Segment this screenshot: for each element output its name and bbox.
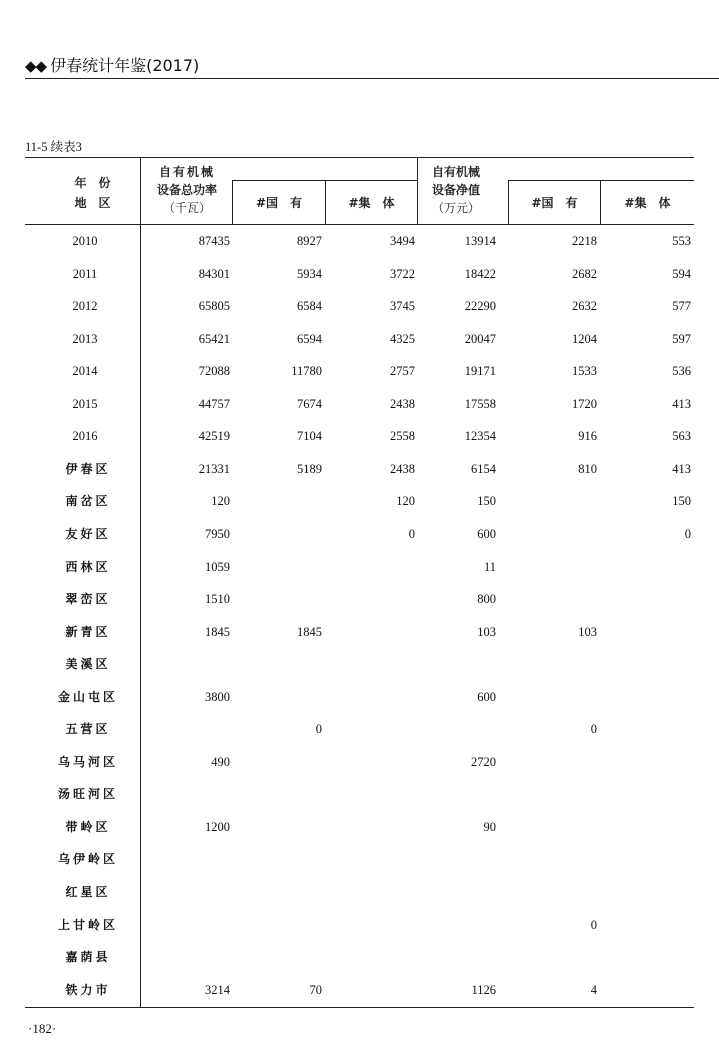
row-label: 美溪区 [65, 657, 111, 672]
table-cell: 90 [483, 819, 496, 834]
table-cell [611, 688, 691, 706]
table-cell [517, 753, 597, 771]
table-cell [416, 916, 496, 934]
table-cell: 12354 [464, 429, 496, 444]
table-cell: 4325 [390, 331, 415, 346]
table-cell [150, 785, 230, 803]
header-power-collective: #集 体 [348, 196, 395, 210]
table-cell: 563 [672, 429, 691, 444]
table-cell: 2720 [471, 754, 496, 769]
table-cell: 13914 [464, 234, 496, 248]
table-cell: 0 [315, 722, 322, 737]
table-cell [611, 883, 691, 901]
label-column-rule [140, 157, 141, 1007]
table-cell: 810 [578, 461, 597, 476]
table-cell: 6594 [297, 331, 322, 346]
row-label: 2012 [72, 299, 98, 314]
row-label: 2011 [72, 266, 98, 281]
header-line: 设备总功率 [156, 183, 217, 197]
row-label: 红星区 [65, 885, 111, 899]
row-label: 翠峦区 [65, 592, 111, 607]
row-label: 2016 [72, 429, 98, 444]
table-cell [416, 948, 496, 966]
table-cell: 3800 [205, 689, 230, 704]
table-cell: 2757 [390, 364, 415, 379]
table-cell: 5934 [297, 266, 322, 281]
table-cell [242, 688, 322, 706]
table-cell: 103 [578, 624, 597, 639]
table-cell: 600 [477, 526, 496, 541]
table-cell: 5189 [297, 461, 322, 476]
table-cell [611, 981, 691, 999]
row-label: 2010 [72, 234, 98, 248]
table-cell: 44757 [198, 396, 230, 411]
table-cell: 65421 [198, 331, 230, 346]
table-cell: 594 [672, 266, 691, 281]
row-label: 乌马河区 [57, 754, 118, 769]
row-label: 2015 [72, 396, 98, 411]
table-cell: 8927 [297, 234, 322, 248]
table-cell: 1200 [205, 819, 230, 834]
table-cell: 1126 [471, 982, 496, 997]
table-cell [242, 590, 322, 608]
header-line: （千瓦） [162, 201, 211, 215]
row-label: 友好区 [65, 526, 111, 541]
table-cell: 1059 [205, 559, 230, 574]
table-cell [517, 850, 597, 868]
table-cell: 120 [211, 494, 230, 509]
table-cell: 120 [396, 494, 415, 509]
table-cell: 2218 [572, 234, 597, 248]
table-cell: 6154 [471, 461, 496, 476]
table-cell: 3214 [205, 982, 230, 997]
diamond-icon: ◆◆ [25, 57, 47, 75]
table-cell [335, 753, 415, 771]
table-cell: 150 [477, 494, 496, 509]
table-cell [611, 785, 691, 803]
table-cell [517, 948, 597, 966]
table-cell [242, 525, 322, 543]
table-cell: 7104 [297, 429, 322, 444]
table-cell: 2632 [572, 299, 597, 314]
table-cell [611, 916, 691, 934]
table-cell: 1845 [205, 624, 230, 639]
header-region: 地 区 [74, 196, 111, 210]
table-cell [242, 492, 322, 510]
header-value-collective: #集 体 [624, 196, 671, 210]
header-year: 年 份 [74, 176, 111, 190]
table-cell: 3494 [390, 234, 415, 248]
header-line: 设备净值 [432, 183, 481, 197]
table-cell [335, 688, 415, 706]
row-label: 上甘岭区 [57, 917, 118, 932]
header-line: 自有机械 [432, 165, 481, 179]
table-cell: 19171 [464, 364, 496, 379]
table-cell: 0 [590, 917, 597, 932]
table-cell: 17558 [464, 396, 496, 411]
table-cell [335, 558, 415, 576]
header-power-total [141, 163, 233, 217]
table-cell [150, 948, 230, 966]
table-cell [611, 818, 691, 836]
table-cell [335, 883, 415, 901]
table-cell: 7950 [205, 526, 230, 541]
row-label: 南岔区 [65, 494, 111, 509]
table-cell: 800 [477, 592, 496, 607]
table-cell: 7674 [297, 396, 322, 411]
table-cell: 72088 [198, 364, 230, 379]
table-cell: 18422 [464, 266, 496, 281]
table-cell [150, 655, 230, 673]
table-cell [517, 590, 597, 608]
table-cell: 0 [590, 722, 597, 737]
table-cell [242, 785, 322, 803]
header-bottom-rule [25, 224, 694, 225]
table-cell [517, 558, 597, 576]
table-cell [242, 558, 322, 576]
table-cell [517, 525, 597, 543]
table-cell [611, 753, 691, 771]
table-cell [335, 590, 415, 608]
table-cell [335, 720, 415, 738]
header-line: （万元） [432, 201, 481, 215]
table-cell: 20047 [464, 331, 496, 346]
table-cell [517, 688, 597, 706]
table-cell [242, 883, 322, 901]
row-label: 汤旺河区 [57, 787, 118, 802]
table-cell [242, 753, 322, 771]
table-cell: 577 [672, 299, 691, 314]
row-label: 五营区 [65, 722, 111, 737]
table-cell: 150 [672, 494, 691, 509]
table-cell: 2682 [572, 266, 597, 281]
table-cell: 413 [672, 396, 691, 411]
table-cell [611, 558, 691, 576]
table-cell [416, 850, 496, 868]
table-cell: 1510 [205, 592, 230, 607]
table-cell [611, 720, 691, 738]
table-cell: 490 [211, 754, 230, 769]
table-cell: 2558 [390, 429, 415, 444]
table-cell [517, 818, 597, 836]
table-cell: 1845 [297, 624, 322, 639]
table-cell [335, 916, 415, 934]
row-label: 带岭区 [65, 819, 111, 834]
row-label: 乌伊岭区 [57, 852, 118, 867]
yearbook-title: 伊春统计年鉴(2017) [50, 56, 200, 75]
table-bottom-rule [25, 1007, 694, 1008]
table-cell: 103 [477, 624, 496, 639]
table-cell [242, 948, 322, 966]
header-value-total [418, 163, 508, 217]
table-cell: 1204 [572, 331, 597, 346]
table-cell [416, 655, 496, 673]
table-cell: 3722 [390, 266, 415, 281]
table-cell [242, 850, 322, 868]
table-cell: 0 [684, 526, 691, 541]
table-cell [242, 818, 322, 836]
table-cell [150, 916, 230, 934]
table-cell [335, 981, 415, 999]
table-cell: 2438 [390, 461, 415, 476]
table-cell: 11 [483, 559, 496, 574]
running-head [25, 56, 719, 79]
table-cell: 597 [672, 331, 691, 346]
table-cell [416, 883, 496, 901]
table-cell [150, 720, 230, 738]
row-label: 嘉荫县 [65, 950, 111, 965]
table-cell: 11780 [291, 364, 322, 379]
table-cell [611, 948, 691, 966]
table-cell: 413 [672, 461, 691, 476]
row-label: 铁力市 [65, 982, 111, 997]
table-cell: 1533 [572, 364, 597, 379]
header-value-state: #国 有 [531, 196, 578, 210]
table-cell: 553 [672, 234, 691, 248]
row-label: 新青区 [65, 624, 111, 639]
table-cell [517, 785, 597, 803]
table-cell [335, 948, 415, 966]
table-cell: 4 [590, 982, 597, 997]
table-cell: 1720 [572, 396, 597, 411]
table-cell [335, 623, 415, 641]
table-cell [150, 883, 230, 901]
table-cell [242, 916, 322, 934]
page-number: ·182· [28, 1021, 57, 1036]
table-cell [611, 655, 691, 673]
table-cell: 22290 [464, 299, 496, 314]
table-cell [335, 818, 415, 836]
table-cell [611, 850, 691, 868]
table-cell [335, 785, 415, 803]
header-power-state: #国 有 [255, 196, 303, 210]
table-cell [611, 590, 691, 608]
row-label: 2013 [72, 331, 98, 346]
table-cell [242, 655, 322, 673]
table-cell [517, 655, 597, 673]
table-cell [150, 850, 230, 868]
table-cell [335, 655, 415, 673]
table-caption: 11-5 续表3 [25, 140, 82, 154]
table-cell: 916 [578, 429, 597, 444]
table-cell: 536 [672, 364, 691, 379]
row-label: 伊春区 [65, 461, 111, 476]
table-cell [416, 785, 496, 803]
table-top-rule [25, 157, 694, 158]
table-cell: 2438 [390, 396, 415, 411]
table-cell: 87435 [198, 234, 230, 248]
table-cell: 600 [477, 689, 496, 704]
table-cell [416, 720, 496, 738]
row-label: 金山屯区 [57, 689, 118, 704]
table-cell: 21331 [198, 461, 230, 476]
table-cell [611, 623, 691, 641]
subheader-rule-right [508, 180, 694, 181]
table-cell: 70 [309, 982, 322, 997]
table-cell: 3745 [390, 299, 415, 314]
table-cell: 0 [408, 526, 415, 541]
table-cell [335, 850, 415, 868]
table-cell: 84301 [198, 266, 230, 281]
table-cell: 6584 [297, 299, 322, 314]
table-cell [517, 492, 597, 510]
header-line: 自有机械 [158, 165, 215, 179]
table-cell [517, 883, 597, 901]
row-label: 西林区 [65, 559, 111, 574]
table-cell: 65805 [198, 299, 230, 314]
row-label: 2014 [72, 364, 98, 379]
table-cell: 42519 [198, 429, 230, 444]
header-row-label [45, 173, 140, 213]
